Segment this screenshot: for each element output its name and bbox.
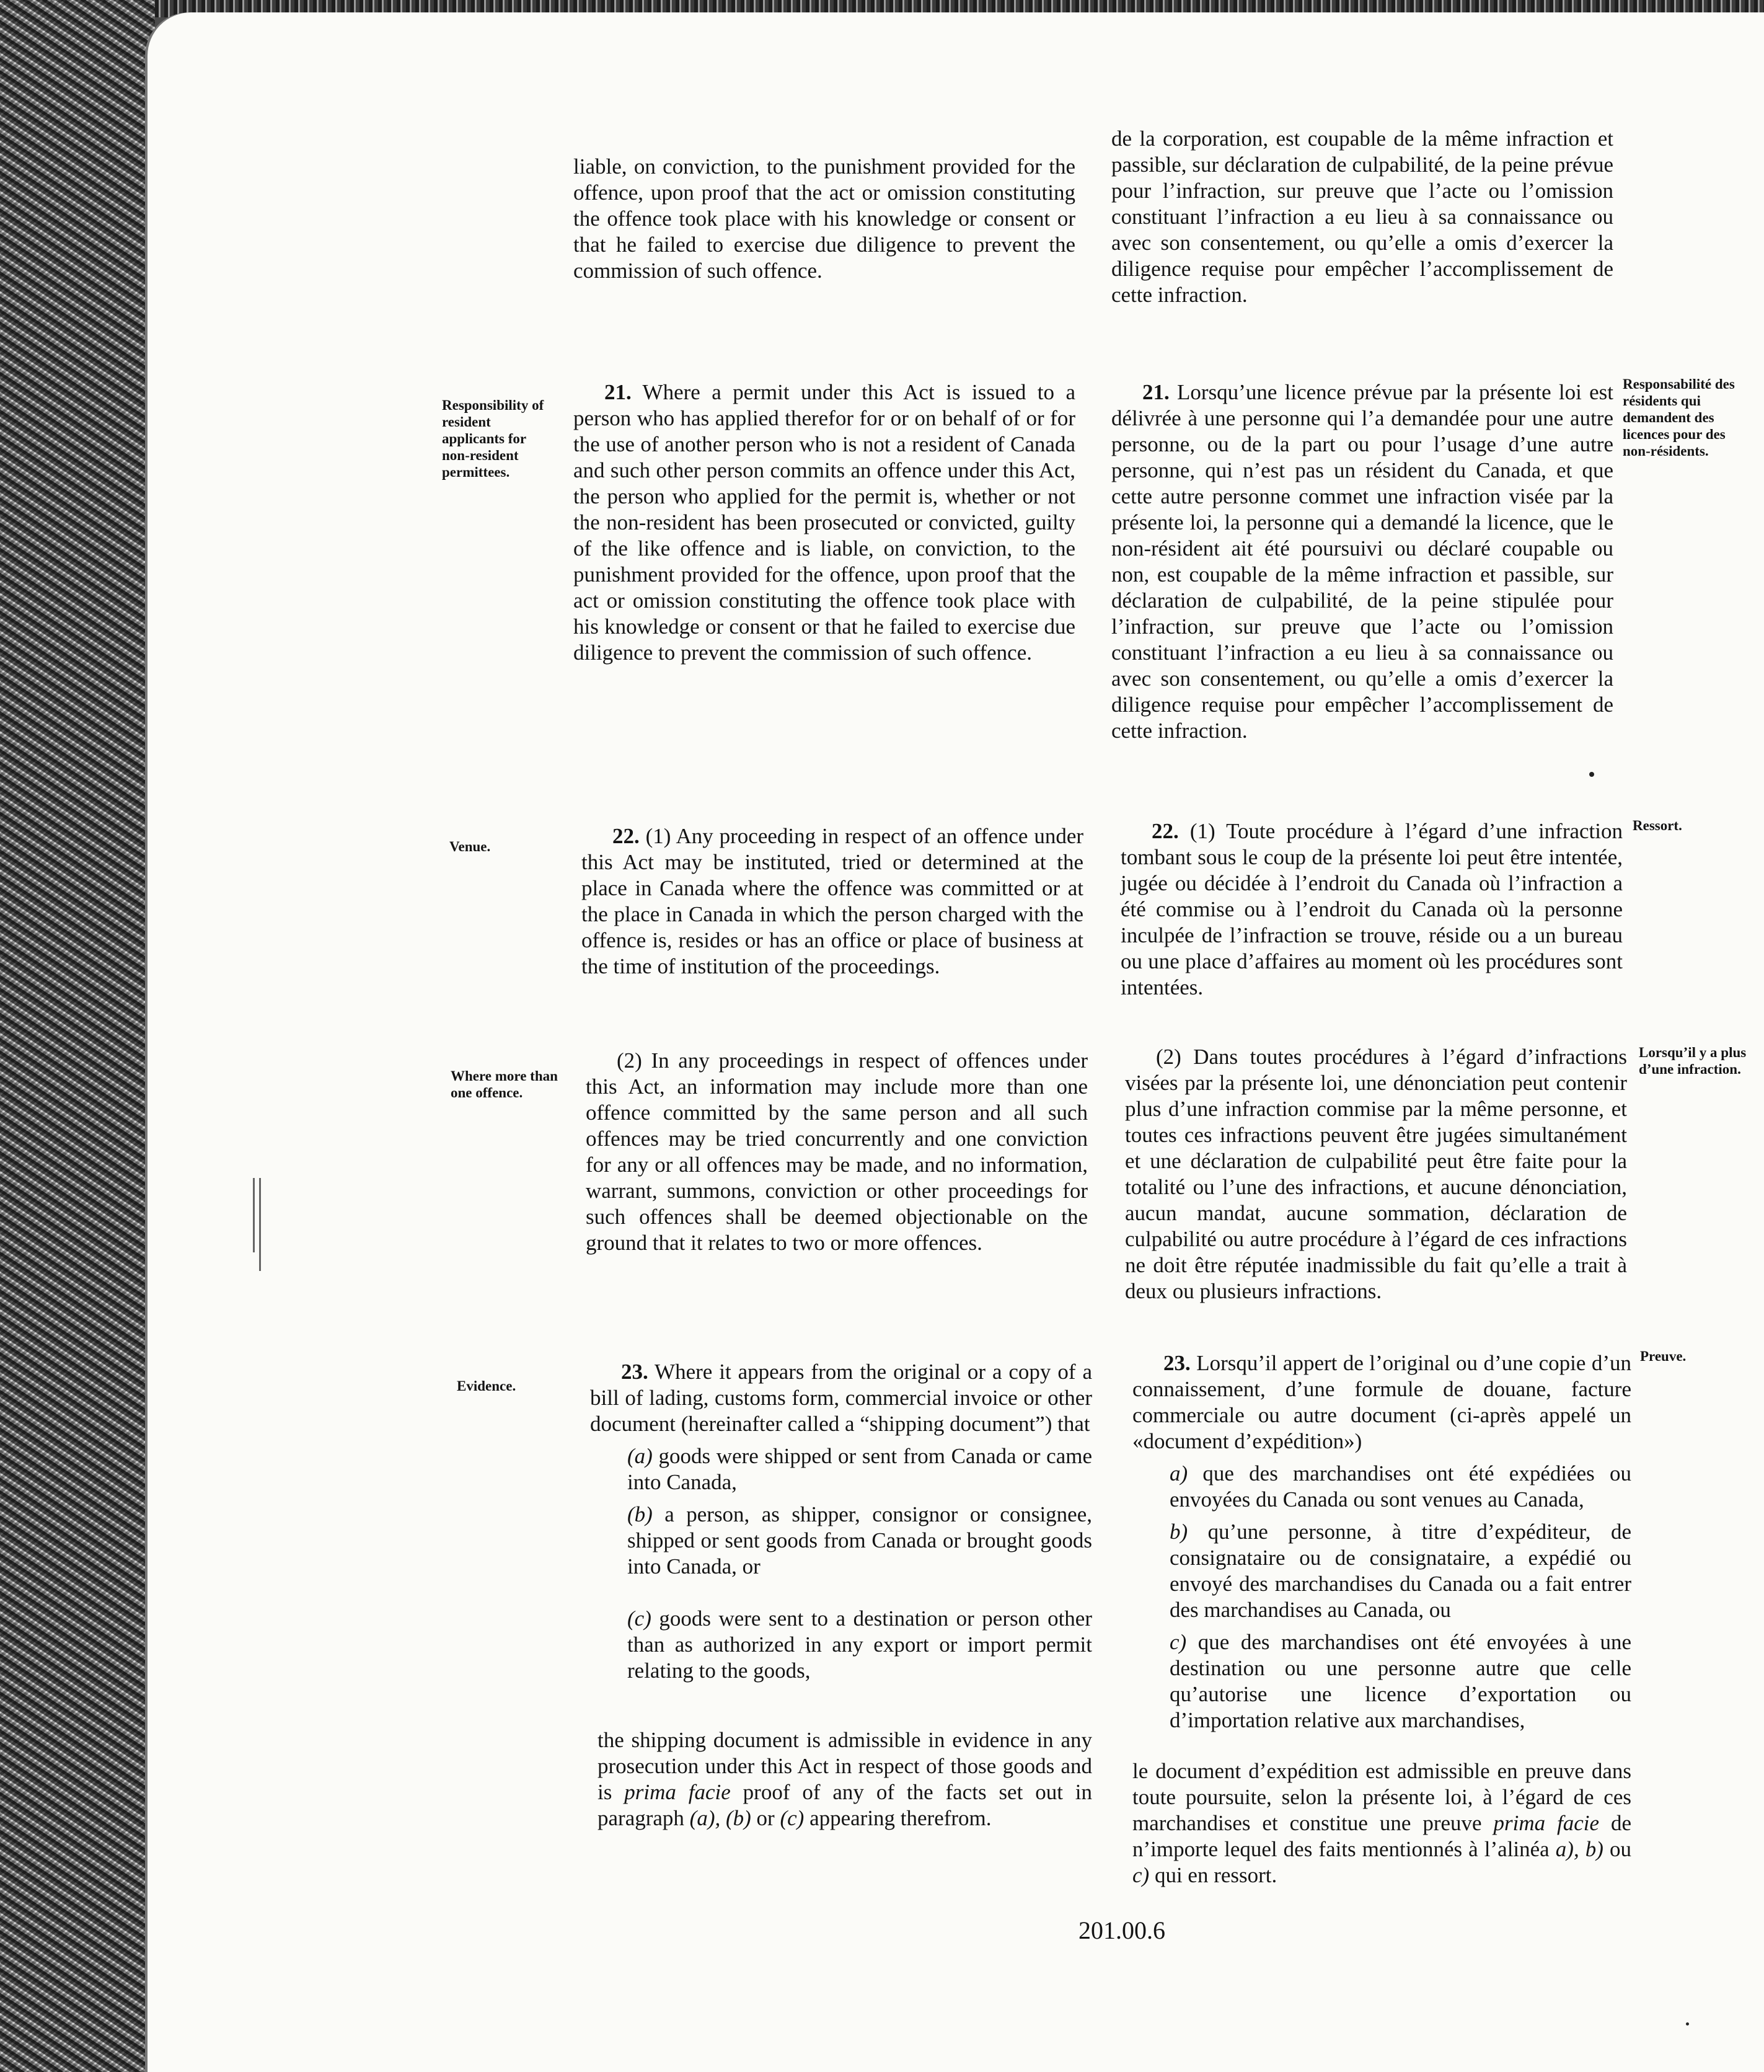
en-margin-note-22-2: Where more than one offence. (451, 1068, 558, 1100)
fr-section-23-outro (1132, 1758, 1631, 1888)
en-section-22-2 (586, 1048, 1088, 1256)
fr-item-a-label: a) (1170, 1461, 1188, 1485)
en-item-b-text: a person, as shipper, consignor or consignee, shipped or sent goods from Canada or brought goods into Canada, or (627, 1502, 1092, 1578)
fr-outro-1: le document d’expédition est admissible en preuve dans toute poursuite, selon la présente loi, à l’égard de ces marchandises et constitue une preuve (1132, 1759, 1631, 1835)
fr-section-21-text: Lorsqu’une licence prévue par la présente loi est délivrée à une personne qui l’a demandée pour une autre personne, ou de la part ou pour l’usage d’une autre personne, qui n’est pas un résident du Canada, et que cette autre personne commet une infraction visée par la présente loi, la personne qui a demandé la licence, que le non-résident ait été poursuivi ou déclaré coupable ou non, est coupable de la même infraction et passible, sur déclaration de culpabilité, de la peine stipulée pour l’infraction, sur preuve que l’acte ou l’omission constituant l’infraction a eu lieu à sa connaissance ou avec son consentement, ou qu’elle a omis d’exercer la diligence requise pour empêcher l’accomplissement de cette infraction. (1111, 380, 1613, 743)
en-section-23-item-c (627, 1606, 1092, 1684)
fr-outro-2: de n’importe lequel des faits mentionnés à l’alinéa (1132, 1811, 1631, 1861)
fr-section-22-1-text: Toute procédure à l’égard d’une infraction tombant sous le coup de la présente loi peut être intentée, jugée ou décidée à l’endroit du Canada où l’infraction a été commise ou à l’endroit du Canada où la personne inculpée de l’infraction se trouve, réside ou a un bureau ou une place d’affaires au moment où les procédures sont intentées. (1121, 819, 1623, 999)
en-item-c-label: (c) (627, 1606, 651, 1631)
fr-section-21-number: 21. (1142, 380, 1170, 404)
en-outro-a: (a), (689, 1806, 721, 1830)
fr-outro-letters: a), b) (1555, 1837, 1603, 1861)
en-section-23-number: 23. (621, 1360, 648, 1384)
fr-item-c-label: c) (1170, 1630, 1187, 1654)
en-item-a-label: (a) (627, 1444, 653, 1468)
en-outro-c: (c) (780, 1806, 805, 1830)
en-section-23-intro: Where it appears from the original or a copy of a bill of lading, customs form, commercial invoice or other document (hereinafter called a “shipping document”) that (590, 1360, 1092, 1436)
en-section-21 (573, 379, 1075, 666)
fr-section-20-continuation (1111, 126, 1613, 308)
fr-section-23-item-b (1170, 1519, 1631, 1623)
scan-mark (253, 1178, 255, 1252)
page-number: 201.00.6 (1078, 1916, 1165, 1944)
en-outro-1: the shipping document is admissible in evidence in any prosecution under this Act in respect of those goods and is (598, 1728, 1092, 1804)
scan-speck (1686, 2022, 1689, 2026)
fr-margin-note-23: Preuve. (1640, 1348, 1687, 1364)
en-outro-2: proof of any of the facts set out in paragraph (598, 1780, 1093, 1830)
fr-outro-c: c) (1132, 1863, 1150, 1887)
fr-section-21 (1111, 379, 1613, 744)
fr-section-22-2-text: (2) Dans toutes procédures à l’égard d’infractions visées par la présente loi, une dénonciation peut contenir plus d’une infraction commise par la même personne, et toutes ces infractions peuvent être jugées simultanément et une déclaration de culpabilité peut être faite pour la totalité ou l’une des infractions, et aucune dénonciation, aucun mandat, aucune sommation, déclaration de culpabilité ou autre procédure à l’égard de ces infractions ne doit être réputée inadmissible du fait qu’elle a trait à deux ou plusieurs infractions. (1125, 1045, 1627, 1303)
fr-outro-italic: prima facie (1493, 1811, 1600, 1835)
en-item-a-text: goods were shipped or sent from Canada or came into Canada, (627, 1444, 1092, 1494)
en-outro-italic: prima facie (624, 1780, 731, 1804)
fr-section-23-item-a (1170, 1461, 1631, 1513)
en-outro-3: appearing therefrom. (809, 1806, 992, 1830)
fr-section-22-sub: (1) (1189, 819, 1215, 843)
en-section-22-1-text: Any proceeding in respect of an offence under this Act may be instituted, tried or determined at the place in Canada where the offence was committed or at the place in Canada in which the person charged with the offence is, resides or has an office or place of business at the time of institution of the proceedings. (581, 824, 1084, 978)
fr-margin-note-22-2: Lorsqu’il y a plus d’une infraction. (1639, 1045, 1747, 1077)
fr-item-b-text: qu’une personne, à titre d’expéditeur, de consignataire ou de consignataire, a expédié ou envoyé des marchandises du Canada ou a fait entrer des marchandises au Canada, ou (1170, 1520, 1631, 1622)
fr-margin-note-22-1: Ressort. (1633, 818, 1682, 833)
en-section-22-2-text: (2) In any proceedings in respect of offences under this Act, an information may include more than one offence committed by the same person and all such offences may be tried concurrently and one conviction for any or all offences may be made, and no information, warrant, summons, conviction or other proceedings for such offences shall be deemed objectionable on the ground that it relates to two or more offences. (586, 1048, 1088, 1255)
fr-section-23 (1132, 1350, 1631, 1888)
en-margin-note-22-1: Venue. (449, 839, 491, 854)
en-section-23-outro (590, 1727, 1092, 1831)
fr-item-c-text: que des marchandises ont été envoyées à une destination ou une personne autre que celle qu’autorise une licence d’exportation ou d’importation relative aux marchandises, (1170, 1630, 1631, 1732)
fr-cont-20-text: de la corporation, est coupable de la même infraction et passible, sur déclaration de culpabilité, de la peine prévue pour l’infraction, sur preuve que l’acte ou l’omission constituant l’infraction a eu lieu à sa connaissance ou avec son consentement, ou qu’elle a omis d’exercer la diligence requise pour empêcher l’accomplissement de cette infraction. (1111, 126, 1613, 307)
en-margin-note-21: Responsibility of resident applicants for non-resident permittees. (442, 397, 544, 480)
en-section-22-1 (581, 823, 1083, 980)
fr-section-22-2 (1125, 1044, 1627, 1304)
en-section-22-sub: (1) (645, 824, 671, 848)
fr-margin-note-21: Responsabilité des résidents qui demandent des licences pour des non-résidents. (1623, 376, 1735, 459)
en-section-21-text: Where a permit under this Act is issued to a person who has applied therefor for or on behalf of or for the use of another person who is not a resident of Canada and such other person commits an offence under this Act, the person who applied for the permit is, whether or not the non-resident has been prosecuted or convicted, guilty of the like offence and is liable, on conviction, to the punishment provided for the offence, upon proof that the act or omission constituting the offence took place with his knowledge or consent or that he failed to exercise due diligence to prevent the commission of such offence. (573, 380, 1075, 665)
fr-section-23-number: 23. (1163, 1351, 1191, 1375)
en-section-21-number: 21. (604, 380, 632, 404)
en-section-23-item-a (627, 1443, 1092, 1495)
en-margin-note-23: Evidence. (457, 1378, 516, 1394)
fr-outro-or: ou (1610, 1837, 1632, 1861)
scan-speck (1589, 772, 1594, 777)
en-outro-b: (b) (725, 1806, 751, 1830)
fr-outro-3: qui en ressort. (1154, 1863, 1277, 1887)
fr-section-23-intro: Lorsqu’il appert de l’original ou d’une copie d’un connaissement, d’une formule de douane, facture commerciale ou autre document (ci-après appelé un «document d’expédition») (1132, 1351, 1631, 1453)
fr-section-22-number: 22. (1152, 819, 1179, 843)
fr-section-23-item-c (1170, 1629, 1631, 1733)
en-cont-20-text: liable, on conviction, to the punishment provided for the offence, upon proof that the act or omission constituting the offence took place with his knowledge or consent or that he failed to exercise due diligence to prevent the commission of such offence. (573, 154, 1075, 283)
fr-item-a-text: que des marchandises ont été expédiées ou envoyées du Canada ou sont venues au Canada, (1170, 1461, 1632, 1512)
en-item-c-text: goods were sent to a destination or person other than as authorized in any export or import permit relating to the goods, (627, 1606, 1093, 1683)
en-section-20-continuation (573, 154, 1075, 284)
scan-mark (259, 1178, 261, 1271)
en-item-b-label: (b) (627, 1502, 653, 1526)
scan-left-edge (0, 0, 155, 2072)
en-outro-or: or (756, 1806, 775, 1830)
en-section-23 (590, 1359, 1092, 1831)
fr-item-b-label: b) (1170, 1520, 1188, 1544)
en-section-23-item-b (627, 1502, 1092, 1580)
fr-section-22-1 (1121, 818, 1623, 1001)
en-section-22-number: 22. (612, 824, 640, 848)
